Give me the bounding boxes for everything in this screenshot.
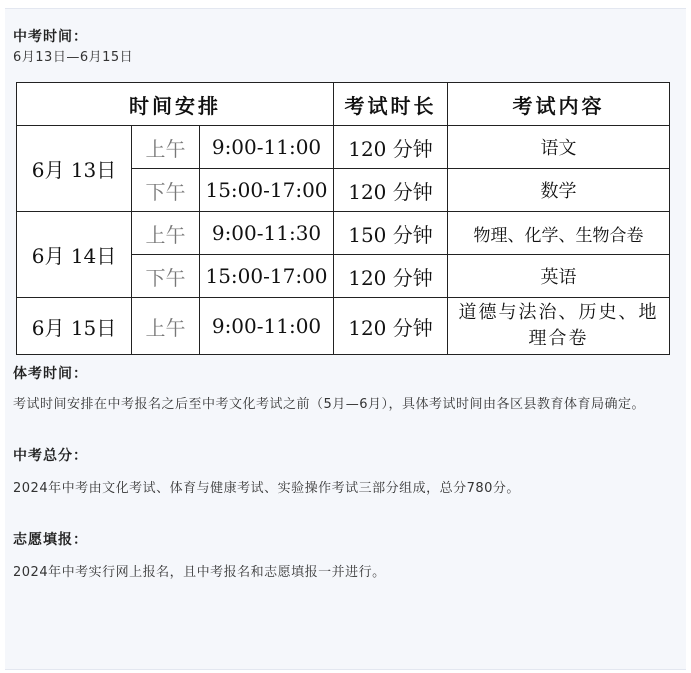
table-row	[17, 126, 670, 169]
application-text: 2024年中考实行网上报名，且中考报名和志愿填报一并进行。	[13, 565, 386, 580]
exam-date-range: 6月13日—6月15日	[13, 50, 134, 65]
table-header-row	[17, 83, 670, 126]
header-content: 考试内容	[448, 83, 670, 126]
time-cell: 9:00-11:30	[200, 212, 334, 255]
date-cell: 6月 15日	[17, 298, 132, 355]
duration-cell: 150 分钟	[334, 212, 448, 255]
duration-cell: 120 分钟	[334, 169, 448, 212]
duration-cell: 120 分钟	[334, 298, 448, 355]
date-cell: 6月 14日	[17, 212, 132, 298]
header-duration: 考试时长	[334, 83, 448, 126]
time-cell: 15:00-17:00	[200, 255, 334, 298]
subject-cell: 数学	[448, 169, 670, 212]
period-cell: 上午	[132, 212, 200, 255]
lower-content	[13, 364, 678, 586]
period-cell: 上午	[132, 298, 200, 355]
time-cell: 9:00-11:00	[200, 126, 334, 169]
subject-cell: 语文	[448, 126, 670, 169]
header-schedule: 时间安排	[17, 83, 334, 126]
duration-cell: 120 分钟	[334, 126, 448, 169]
pe-time-text: 考试时间安排在中考报名之后至中考文化考试之前（5月—6月），具体考试时间由各区县教育体育局确定。	[13, 397, 646, 412]
total-score-heading: 中考总分：	[13, 448, 88, 464]
content-body	[13, 27, 678, 69]
subject-cell: 英语	[448, 255, 670, 298]
application-heading: 志愿填报：	[13, 532, 88, 548]
period-cell: 下午	[132, 169, 200, 212]
period-cell: 下午	[132, 255, 200, 298]
time-cell: 9:00-11:00	[200, 298, 334, 355]
date-cell: 6月 13日	[17, 126, 132, 212]
table-row	[17, 298, 670, 355]
exam-schedule-table	[16, 82, 670, 355]
duration-cell: 120 分钟	[334, 255, 448, 298]
period-cell: 上午	[132, 126, 200, 169]
total-score-text: 2024年中考由文化考试、体育与健康考试、实验操作考试三部分组成，总分780分。	[13, 481, 520, 496]
subject-cell: 道德与法治、历史、地理合卷	[448, 298, 670, 355]
exam-time-heading: 中考时间：	[13, 29, 88, 45]
time-cell: 15:00-17:00	[200, 169, 334, 212]
subject-cell: 物理、化学、生物合卷	[448, 212, 670, 255]
pe-time-heading: 体考时间：	[13, 366, 88, 382]
table-row	[17, 212, 670, 255]
